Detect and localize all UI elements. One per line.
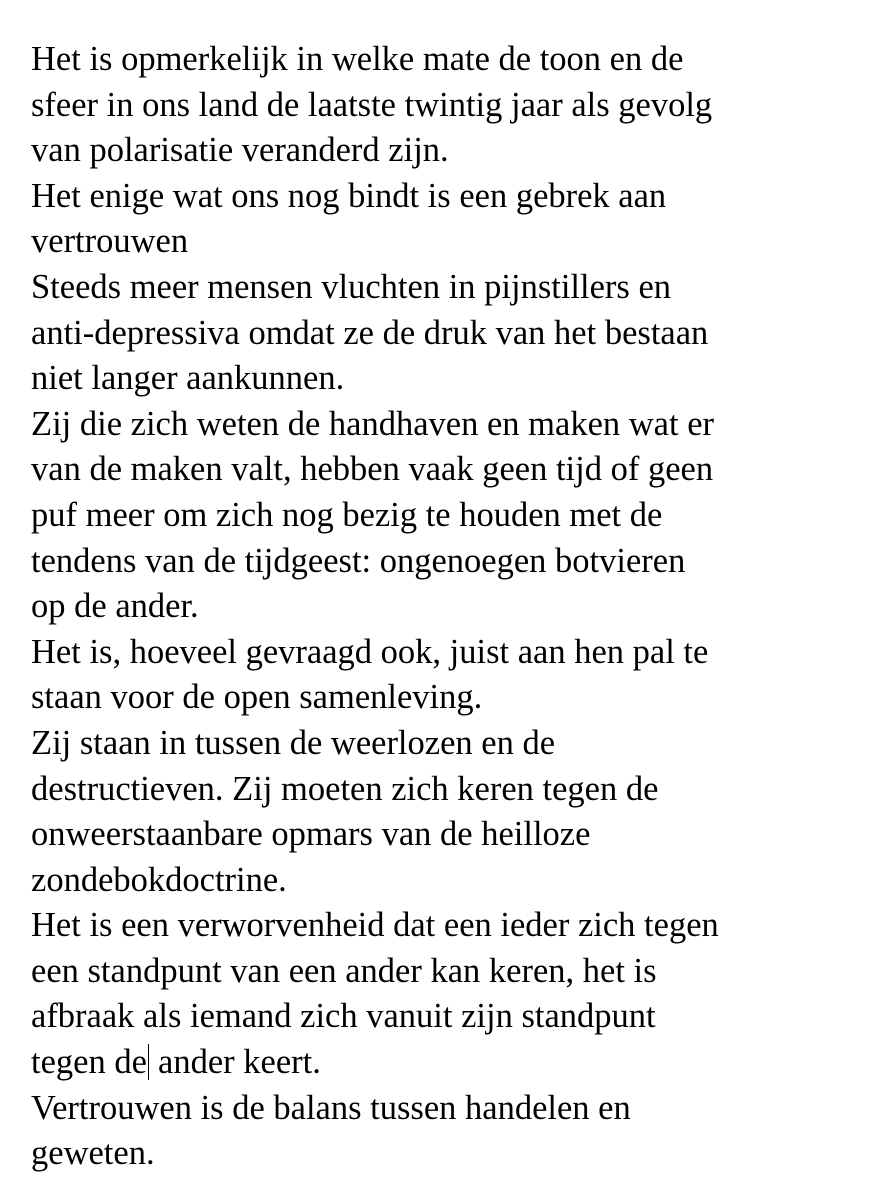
text-line-with-caret [31,1040,881,1086]
text-line: Zij staan in tussen de weerlozen en de [31,723,556,762]
text-line: een standpunt van een ander kan keren, het is [31,951,657,990]
text-line: Zij die zich weten de handhaven en maken wat er [31,404,714,443]
text-line: zondebokdoctrine. [31,860,287,899]
text-line: Het enige wat ons nog bindt is een gebrek aan [31,176,667,215]
text-line: van polarisatie veranderd zijn. [31,131,449,170]
text-line: onweerstaanbare opmars van de heilloze [31,815,591,854]
text-line: vertrouwen [31,222,189,261]
text-after-caret: ander keert. [149,1043,321,1082]
text-line: op de ander. [31,587,199,626]
text-line: Het is opmerkelijk in welke mate de toon en de [31,40,684,78]
text-line: tendens van de tijdgeest: ongenoegen botvieren [31,541,686,580]
text-before-caret: tegen de [31,1043,147,1082]
text-line: van de maken valt, hebben vaak geen tijd of geen [31,450,714,489]
text-line: Vertrouwen is de balans tussen handelen en [31,1088,631,1127]
text-line: Het is een verworvenheid dat een ieder zich tegen [31,906,719,945]
text-line: puf meer om zich nog bezig te houden met de [31,495,663,534]
text-line: Steeds meer mensen vluchten in pijnstillers en [31,267,672,306]
text-line: destructieven. Zij moeten zich keren tegen de [31,769,659,808]
text-line: niet langer aankunnen. [31,359,345,398]
document-text[interactable] [31,37,881,1177]
text-line: anti-depressiva omdat ze de druk van het bestaan [31,313,709,352]
text-line: sfeer in ons land de laatste twintig jaar als gevolg [31,85,713,124]
text-line: afbraak als iemand zich vanuit zijn standpunt [31,997,656,1036]
text-line: geweten. [31,1134,155,1173]
text-line: Het is, hoeveel gevraagd ook, juist aan hen pal te [31,632,709,671]
text-line: staan voor de open samenleving. [31,678,483,717]
